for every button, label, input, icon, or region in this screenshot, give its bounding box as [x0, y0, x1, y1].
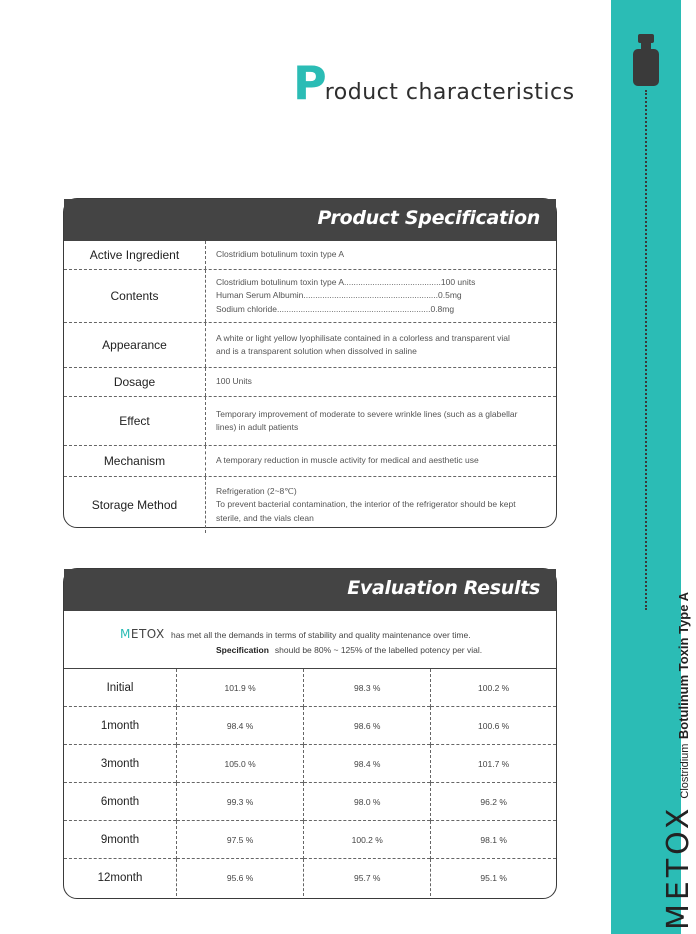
eval-heading: Evaluation Results [347, 577, 540, 599]
potency-cell: 95.7 % [304, 859, 431, 897]
table-row [64, 669, 556, 707]
spec-header [64, 199, 556, 241]
title-initial: P [293, 56, 327, 110]
sidebar-subtitle-bold: Botulinum Toxin Type A [676, 592, 691, 740]
spec-value [206, 446, 556, 476]
content-item: Human Serum Albumin ......................................................... 0.5mg [216, 290, 462, 301]
spec-value [206, 241, 556, 269]
spec-label: Appearance [64, 323, 206, 367]
spec-table [64, 241, 556, 533]
sidebar-dotted-line [645, 90, 647, 610]
spec-value-line: Temporary improvement of moderate to severe wrinkle lines (such as a glabellar [216, 408, 518, 419]
spec-value-line: sterile, and the vials clean [216, 512, 314, 523]
potency-cell: 100.2 % [304, 821, 431, 859]
spec-row [64, 476, 556, 533]
title-rest: roduct characteristics [324, 80, 575, 105]
sidebar [611, 0, 696, 934]
content-item: Clostridium botulinum toxin type A ......................................... 100 units [216, 276, 476, 287]
potency-cell: 97.5 % [177, 821, 304, 859]
spec-value-line: 100 Units [216, 376, 252, 387]
spec-row [64, 396, 556, 445]
intro-brand: METOX [120, 627, 165, 641]
spec-row [64, 322, 556, 367]
eval-header [64, 569, 556, 611]
spec-value-line: To prevent bacterial contamination, the interior of the refrigerator should be kept [216, 499, 516, 510]
potency-cell: 98.4 % [304, 745, 431, 783]
spec-value-line: A temporary reduction in muscle activity for medical and aesthetic use [216, 455, 479, 466]
spec-value [206, 477, 556, 533]
spec-row [64, 241, 556, 269]
intro-line-1 [120, 627, 471, 641]
period-cell: 1month [64, 707, 177, 745]
period-cell: Initial [106, 681, 134, 694]
potency-cell: 95.1 % [431, 859, 556, 897]
potency-cell: 98.4 % [177, 707, 304, 745]
spec-label: Contents [64, 270, 206, 322]
intro-text: has met all the demands in terms of stability and quality maintenance over time. [171, 630, 471, 640]
potency-cell: 101.7 % [431, 745, 556, 783]
period-cell: 6month [64, 783, 177, 821]
spec-value [206, 368, 556, 396]
spec-value [206, 323, 556, 367]
table-row [64, 859, 556, 897]
potency-cell: 99.3 % [177, 783, 304, 821]
spec-value [206, 270, 556, 322]
table-row [64, 707, 556, 745]
potency-cell: 98.3 % [304, 669, 431, 707]
spec-label: Effect [64, 397, 206, 445]
evaluation-table [64, 669, 556, 896]
spec-text: should be 80% ~ 125% of the labelled potency per vial. [274, 645, 483, 655]
spec-label: Mechanism [64, 446, 206, 476]
content-item: Sodium chloride ................................................................. 0.8mg [216, 303, 455, 314]
spec-row [64, 269, 556, 322]
spec-value [206, 397, 556, 445]
potency-cell: 98.1 % [431, 821, 556, 859]
spec-value-line: and is a transparent solution when dissolved in saline [216, 346, 417, 356]
sidebar-brand-text [661, 592, 696, 930]
table-row [64, 821, 556, 859]
spec-label: Specification [216, 645, 269, 655]
potency-cell: 98.0 % [304, 783, 431, 821]
spec-value-line: Refrigeration (2~8℃) [216, 485, 297, 496]
potency-cell: 101.9 % [177, 669, 304, 707]
evaluation-results-card [63, 568, 557, 899]
product-specification-card [63, 198, 557, 528]
spec-label: Dosage [64, 368, 206, 396]
potency-cell: 98.6 % [304, 707, 431, 745]
spec-row [64, 445, 556, 476]
spec-value-line: Clostridium botulinum toxin type A [216, 249, 345, 260]
potency-cell: 105.0 % [177, 745, 304, 783]
table-row [64, 783, 556, 821]
spec-value-line: A white or light yellow lyophilisate contained in a colorless and transparent vial [216, 332, 510, 343]
vial-icon [633, 34, 659, 86]
spec-heading: Product Specification [317, 207, 540, 229]
period-cell: 9month [64, 821, 177, 859]
page-title [293, 56, 575, 110]
sidebar-subtitle-light: Clostridium [679, 743, 691, 799]
sidebar-brand: METOX [661, 804, 696, 930]
spec-label: Active Ingredient [64, 241, 206, 269]
potency-cell: 95.6 % [177, 859, 304, 897]
intro-line-2 [216, 645, 482, 655]
potency-cell: 100.2 % [431, 669, 556, 707]
eval-intro [64, 611, 556, 669]
table-row [64, 745, 556, 783]
spec-value-line: lines) in adult patients [216, 422, 299, 432]
spec-row [64, 367, 556, 396]
spec-label: Storage Method [64, 477, 206, 533]
potency-cell: 96.2 % [431, 783, 556, 821]
period-cell: 12month [64, 859, 177, 897]
period-cell: 3month [64, 745, 177, 783]
potency-cell: 100.6 % [431, 707, 556, 745]
